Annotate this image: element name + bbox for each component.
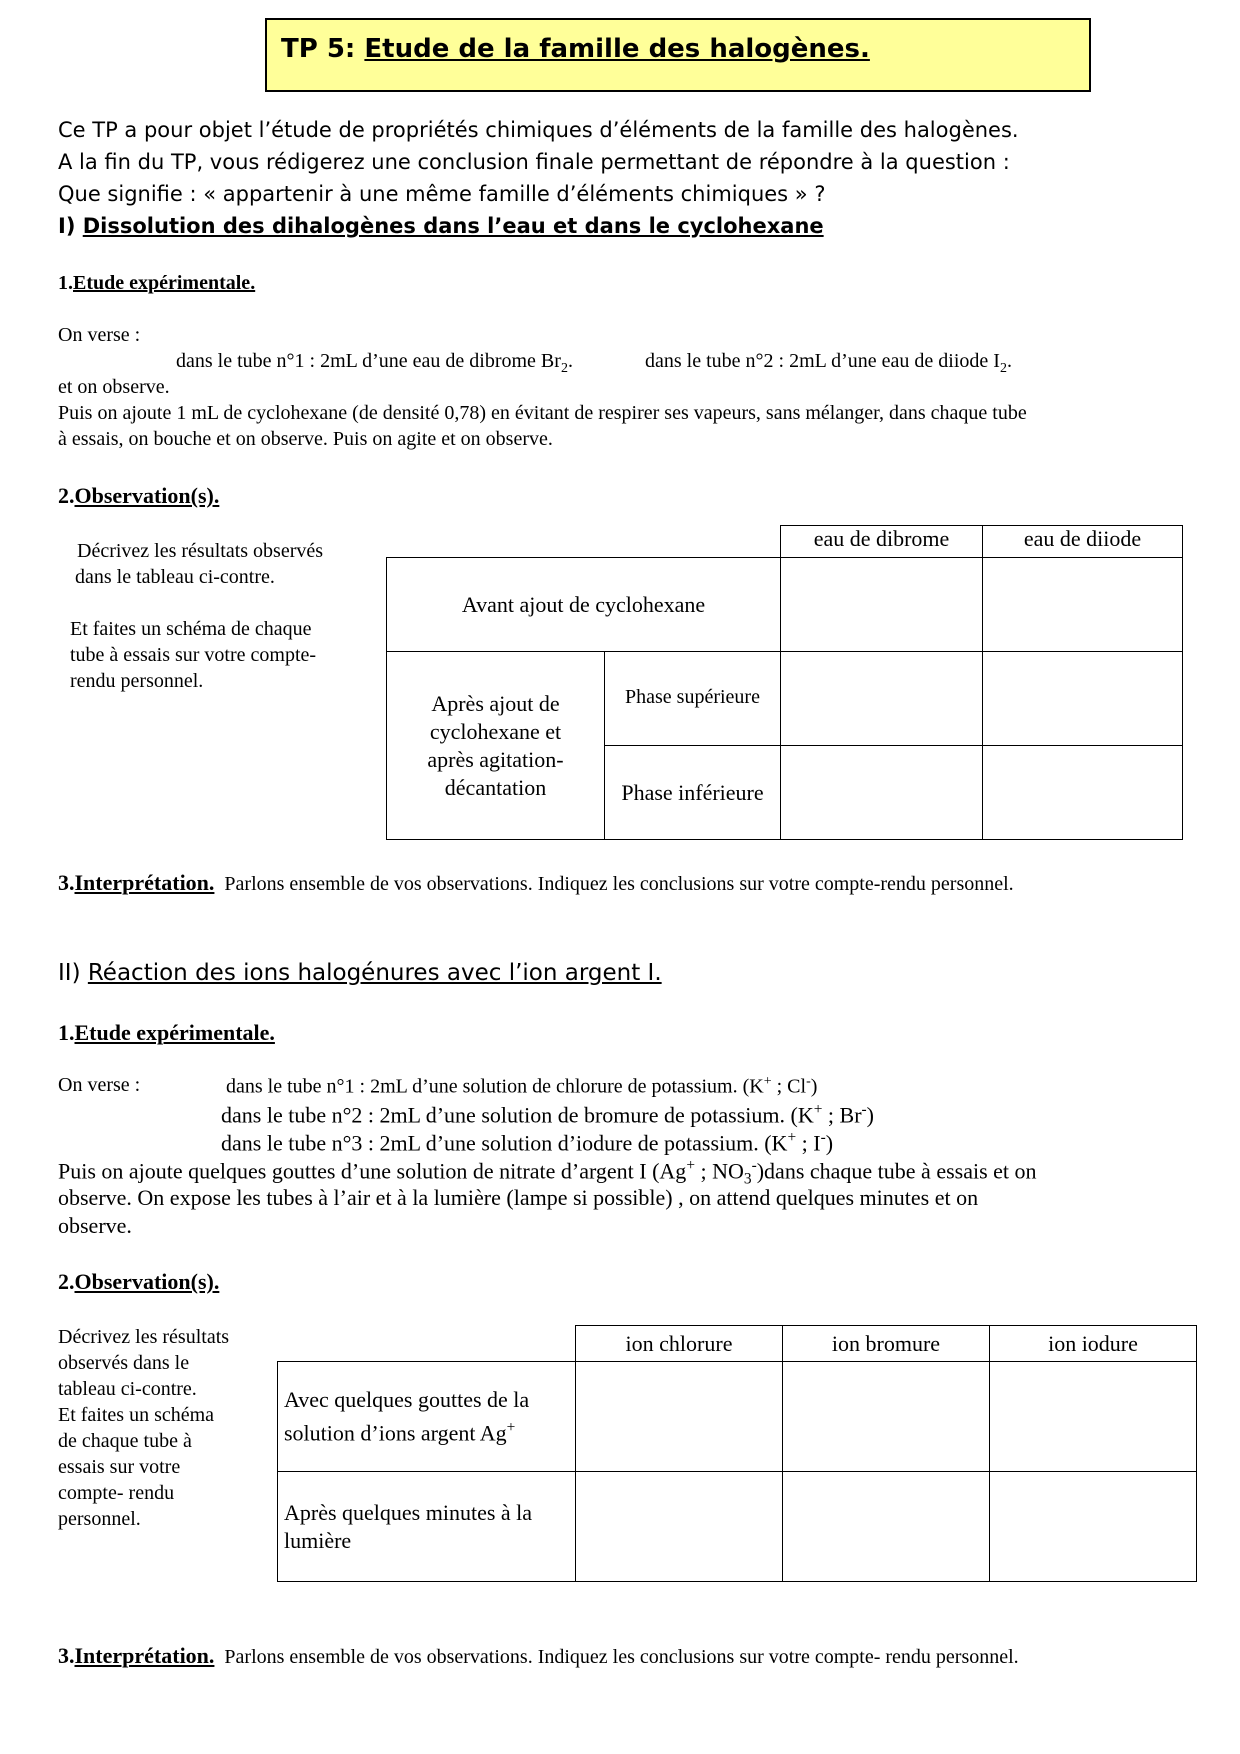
- charge-minus: -: [751, 1157, 757, 1174]
- tube-2-text: [645, 350, 1012, 377]
- intro-line-1: Ce TP a pour objet l’étude de propriétés chimiques d’éléments de la famille des halogènes.: [58, 118, 1019, 142]
- row-after-line-2: cyclohexane et: [429, 718, 562, 744]
- tube-2-sol-desc: dans le tube n°2 : 2mL d’une solution de bromure de potassium. (K: [221, 1102, 814, 1128]
- row-after-line-4: décantation: [444, 774, 547, 800]
- instruction-1a: Décrivez les résultats observés: [77, 540, 324, 562]
- tube-3-solution: [221, 1129, 833, 1156]
- interp-2-title: Interprétation.: [74, 1643, 215, 1668]
- tube-1-sol-desc: dans le tube n°1 : 2mL d’une solution de chlorure de potassium. (K: [226, 1075, 764, 1098]
- tube-1-solution: [226, 1074, 817, 1099]
- charge-plus: +: [686, 1157, 695, 1174]
- exp-heading-1: [58, 272, 255, 295]
- observe-line: et on observe.: [58, 376, 170, 398]
- instruction-1e: rendu personnel.: [70, 670, 204, 692]
- section-1-number: I): [58, 214, 83, 238]
- instruction-2-line: Et faites un schéma: [58, 1404, 215, 1426]
- procedure-2-line-2: observe. On expose les tubes à l’air et à la lumière (lampe si possible) , on attend quelques minutes et on: [58, 1185, 979, 1210]
- interp-2-number: 3.: [58, 1643, 75, 1668]
- charge-plus: +: [813, 1101, 823, 1118]
- table-cell: [990, 1472, 1197, 1582]
- procedure-line-2: à essais, on bouche et on observe. Puis on agite et on observe.: [58, 428, 553, 450]
- row-lumiere-line-2: lumière: [284, 1527, 352, 1553]
- table-1-corner: [387, 526, 781, 558]
- charge-plus: +: [506, 1418, 516, 1436]
- procedure-2-line-1: [58, 1157, 1037, 1189]
- procedure-line-1: Puis on ajoute 1 mL de cyclohexane (de densité 0,78) en évitant de respirer ses vapeurs, sans mélanger, dans chaque tube: [58, 402, 1027, 424]
- instruction-2-line: essais sur votre: [58, 1456, 181, 1478]
- procedure-2-line-3: observe.: [58, 1213, 132, 1238]
- tube-1-desc: dans le tube n°1 : 2mL d’une eau de dibrome Br: [176, 350, 561, 372]
- row-gouttes-line-1: Avec quelques gouttes de la: [284, 1386, 530, 1412]
- tube-3-close: ): [825, 1130, 834, 1156]
- title-box: [265, 18, 1091, 92]
- page-title: [281, 34, 870, 64]
- table-cell: [576, 1472, 783, 1582]
- section-2-title: Réaction des ions halogénures avec l’ion argent I.: [87, 960, 662, 986]
- tube-2-anion: ; Br: [822, 1102, 862, 1128]
- row-gouttes-line-2: [284, 1414, 575, 1447]
- row-header-before: Avant ajout de cyclohexane: [387, 558, 781, 652]
- tube-1-anion: ; Cl: [771, 1075, 807, 1098]
- table-cell: [990, 1362, 1197, 1472]
- observation-table-1: [386, 525, 1183, 840]
- obs-heading-2: [58, 1269, 219, 1295]
- title-text: Etude de la famille des halogènes.: [364, 34, 870, 64]
- tube-1-sub: 2: [560, 361, 568, 376]
- on-verse-2: On verse :: [58, 1074, 141, 1096]
- title-prefix: TP 5:: [281, 34, 365, 64]
- table-cell: [983, 652, 1183, 746]
- obs-heading-1-number: 2.: [58, 483, 75, 508]
- section-2-heading: [58, 960, 662, 986]
- exp-heading-2-title: Etude expérimentale.: [74, 1020, 275, 1045]
- column-header-bromure: ion bromure: [783, 1326, 990, 1362]
- charge-minus: -: [820, 1129, 826, 1146]
- tube-1-text: [176, 350, 573, 377]
- table-cell: [783, 1362, 990, 1472]
- proc-2-a: Puis on ajoute quelques gouttes d’une solution de nitrate d’argent I (Ag: [58, 1158, 687, 1184]
- table-cell: [576, 1362, 783, 1472]
- row-header-phase-sup: Phase supérieure: [605, 652, 781, 746]
- charge-plus: +: [763, 1074, 772, 1089]
- interpretation-1: [58, 870, 1014, 896]
- row-lumiere-line-1: Après quelques minutes à la: [284, 1499, 533, 1525]
- obs-heading-1: [58, 483, 219, 509]
- row-gouttes-text: solution d’ions argent Ag: [284, 1420, 507, 1446]
- row-after-line-1: Après ajout de: [431, 690, 560, 716]
- tube-2-desc: dans le tube n°2 : 2mL d’une eau de diiode I: [645, 350, 1000, 372]
- instruction-1b: dans le tableau ci-contre.: [75, 566, 275, 588]
- interp-1-title: Interprétation.: [74, 870, 215, 895]
- charge-minus: -: [861, 1101, 867, 1118]
- instruction-2-line: de chaque tube à: [58, 1430, 192, 1452]
- obs-heading-2-title: Observation(s).: [74, 1269, 220, 1294]
- tube-2-close: ): [866, 1102, 874, 1128]
- row-after-line-3: après agitation-: [427, 746, 564, 772]
- table-cell: [983, 558, 1183, 652]
- exp-heading-1-number: 1.: [58, 272, 73, 294]
- table-cell: [783, 1472, 990, 1582]
- instruction-1d: tube à essais sur votre compte-: [70, 644, 317, 666]
- proc-2-sub: 3: [743, 1170, 752, 1188]
- interp-1-number: 3.: [58, 870, 75, 895]
- table-2-corner: [278, 1326, 576, 1362]
- intro-line-3: Que signifie : « appartenir à une même famille d’éléments chimiques » ?: [58, 182, 826, 206]
- tube-3-sol-desc: dans le tube n°3 : 2mL d’une solution d’iodure de potassium. (K: [221, 1130, 788, 1156]
- table-cell: [781, 746, 983, 840]
- obs-heading-1-title: Observation(s).: [74, 483, 220, 508]
- tube-2-solution: [221, 1101, 874, 1128]
- row-header-phase-inf: Phase inférieure: [605, 746, 781, 840]
- row-header-gouttes: [278, 1362, 576, 1472]
- observation-table-2: [277, 1325, 1197, 1582]
- row-header-lumiere: [278, 1472, 576, 1582]
- interpretation-2: [58, 1643, 1019, 1669]
- instruction-2-line: compte- rendu: [58, 1482, 175, 1504]
- exp-heading-1-title: Etude expérimentale.: [73, 272, 256, 294]
- instruction-2-line: observés dans le: [58, 1352, 190, 1374]
- section-1-title: Dissolution des dihalogènes dans l’eau et dans le cyclohexane: [82, 214, 824, 238]
- instruction-1c: Et faites un schéma de chaque: [70, 618, 312, 640]
- section-1-heading: [58, 214, 824, 238]
- proc-2-c: )dans chaque tube à essais et on: [756, 1158, 1037, 1184]
- obs-heading-2-number: 2.: [58, 1269, 75, 1294]
- table-cell: [781, 558, 983, 652]
- instruction-2: [58, 1324, 229, 1532]
- exp-heading-2: [58, 1020, 275, 1046]
- proc-2-b: ; NO: [695, 1158, 744, 1184]
- column-header-dibrome: eau de dibrome: [781, 526, 983, 558]
- interp-1-text: Parlons ensemble de vos observations. Indiquez les conclusions sur votre compte-rendu personnel.: [224, 873, 1014, 895]
- column-header-diiode: eau de diiode: [983, 526, 1183, 558]
- section-2-number: II): [58, 960, 88, 986]
- column-header-chlorure: ion chlorure: [576, 1326, 783, 1362]
- table-cell: [781, 652, 983, 746]
- charge-minus: -: [806, 1074, 811, 1089]
- instruction-2-line: tableau ci-contre.: [58, 1378, 197, 1400]
- interp-2-text: Parlons ensemble de vos observations. Indiquez les conclusions sur votre compte- rendu personnel.: [224, 1646, 1019, 1668]
- tube-1-end: .: [567, 350, 573, 372]
- instruction-2-line: personnel.: [58, 1508, 141, 1530]
- charge-plus: +: [787, 1129, 797, 1146]
- instruction-2-line: Décrivez les résultats: [58, 1326, 230, 1348]
- on-verse-1: On verse :: [58, 324, 141, 346]
- column-header-iodure: ion iodure: [990, 1326, 1197, 1362]
- tube-2-sub: 2: [999, 361, 1007, 376]
- row-header-after: [387, 652, 605, 840]
- table-cell: [983, 746, 1183, 840]
- exp-heading-2-number: 1.: [58, 1020, 75, 1045]
- intro-line-2: A la fin du TP, vous rédigerez une conclusion finale permettant de répondre à la question :: [58, 150, 1010, 174]
- tube-3-anion: ; I: [796, 1130, 821, 1156]
- tube-2-end: .: [1006, 350, 1012, 372]
- tube-1-close: ): [810, 1075, 818, 1098]
